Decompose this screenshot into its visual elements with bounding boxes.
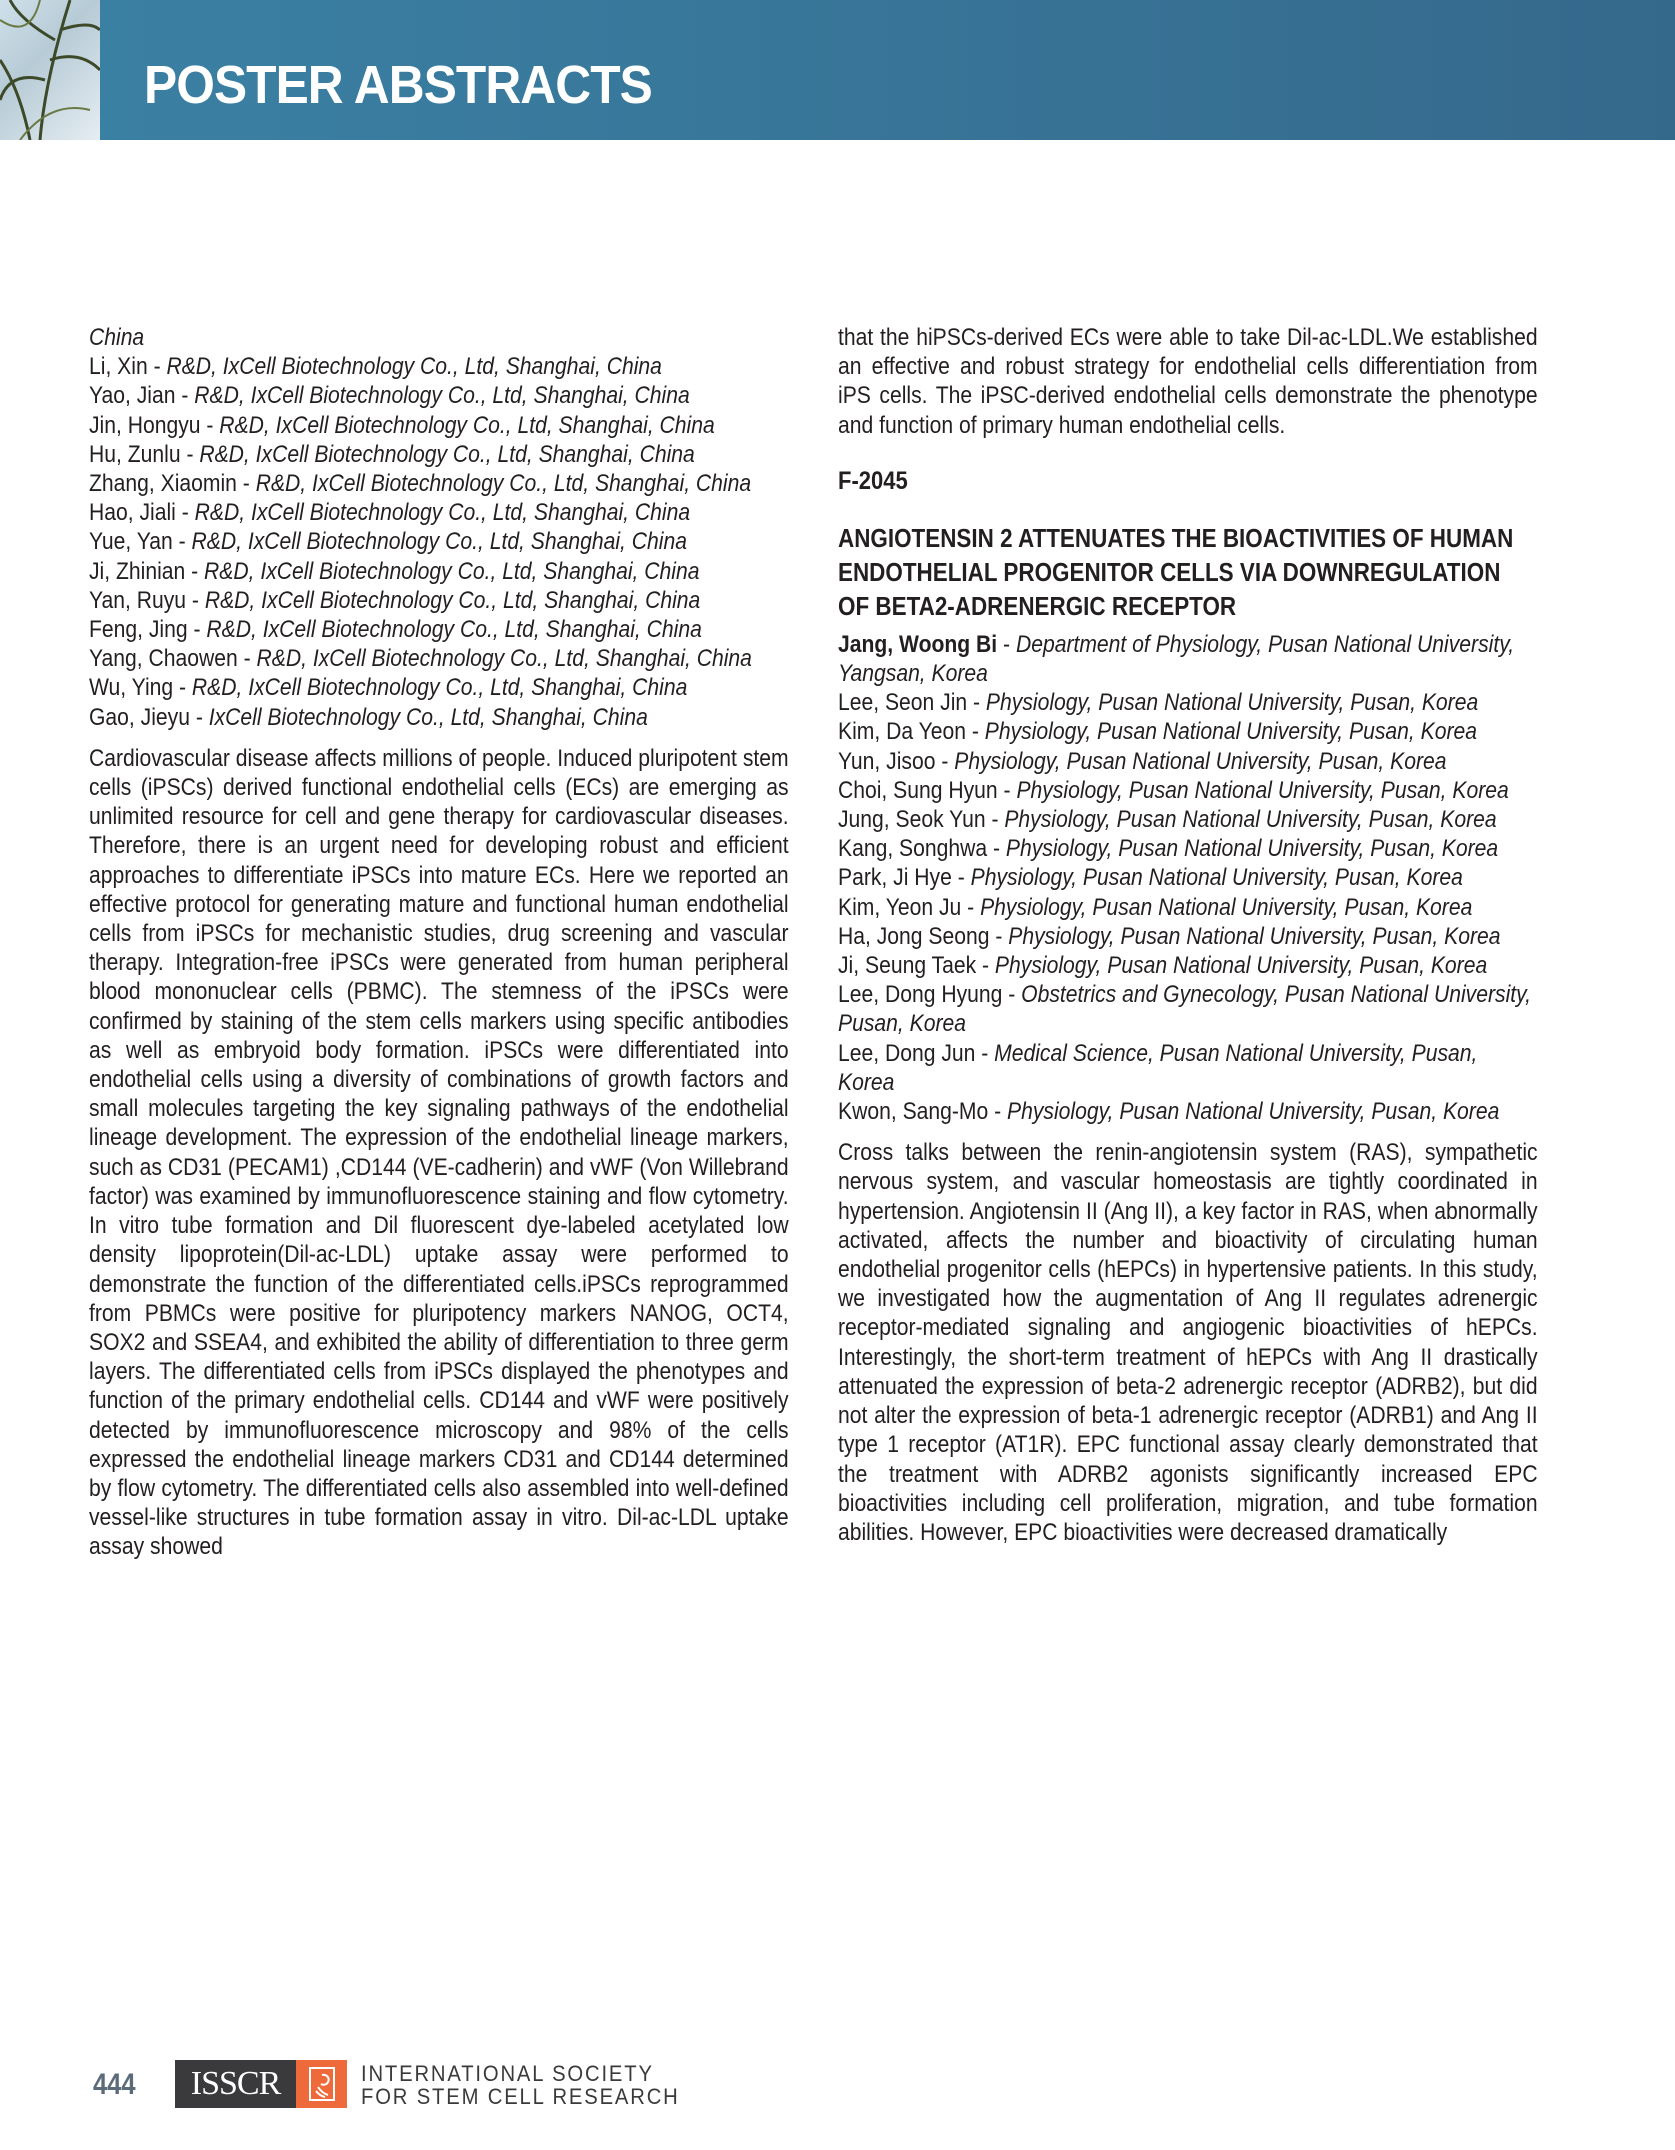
author-entry: Yang, Chaowen - R&D, IxCell Biotechnology Co., Ltd, Shanghai, China [89,645,752,673]
author-entry: Kim, Da Yeon - Physiology, Pusan National University, Pusan, Korea [838,718,1478,746]
author-name: Feng, Jing [89,616,188,644]
author-affiliation: R&D, IxCell Biotechnology Co., Ltd, Shanghai, China [255,470,752,498]
author-affiliation: Department of Physiology, Pusan National University, Yangsan, Korea [838,630,1515,688]
isscr-logo [175,2060,347,2108]
author-name: Yue, Yan [89,528,173,556]
author-affiliation: R&D, IxCell Biotechnology Co., Ltd, Shanghai, China [256,645,752,673]
author-entry: Jang, Woong Bi - Department of Physiology, Pusan National University, Yangsan, Korea [838,630,1515,688]
author-affiliation: Physiology, Pusan National University, Pusan, Korea [1007,1098,1500,1126]
author-name: Wu, Ying [89,674,174,702]
logo-emblem-icon [296,2060,347,2108]
author-name: Kang, Songhwa [838,835,988,863]
author-entry: Hu, Zunlu - R&D, IxCell Biotechnology Co., Ltd, Shanghai, China [89,440,695,468]
author-entry: Jung, Seok Yun - Physiology, Pusan National University, Pusan, Korea [838,806,1497,834]
logo-text: ISSCR [175,2060,296,2108]
author-entry: Ha, Jong Seong - Physiology, Pusan National University, Pusan, Korea [838,922,1501,950]
author-entry: Lee, Dong Jun - Medical Science, Pusan National University, Pusan, Korea [838,1039,1478,1096]
author-name: Zhang, Xiaomin [89,470,237,498]
author-affiliation: Physiology, Pusan National University, Pusan, Korea [1016,776,1509,804]
author-affiliation: R&D, IxCell Biotechnology Co., Ltd, Shanghai, China [199,440,695,468]
author-list [838,630,1538,1126]
author-name: Lee, Seon Jin [838,689,968,717]
author-entry: Hao, Jiali - R&D, IxCell Biotechnology Co., Ltd, Shanghai, China [89,499,691,527]
author-entry: Jin, Hongyu - R&D, IxCell Biotechnology Co., Ltd, Shanghai, China [89,411,715,439]
author-name: Kim, Da Yeon [838,718,966,746]
author-entry: Yue, Yan - R&D, IxCell Biotechnology Co., Ltd, Shanghai, China [89,528,687,556]
author-name: Kim, Yeon Ju [838,893,962,921]
society-name [361,2062,680,2108]
author-entry: Ji, Seung Taek - Physiology, Pusan National University, Pusan, Korea [838,952,1488,980]
author-name: Choi, Sung Hyun [838,776,998,804]
author-name: Jang, Woong Bi [838,630,998,658]
abstract-continuation: that the hiPSCs-derived ECs were able to take Dil-ac-LDL.We established an effective and robust strategy for endothelial cells differentiation from iPS cells. The iPSC-derived endothelial cells demonstrate the phenotype and function of primary human endothelial cells. [838,324,1538,439]
author-affiliation: Physiology, Pusan National University, Pusan, Korea [994,952,1488,980]
author-entry: Park, Ji Hye - Physiology, Pusan National University, Pusan, Korea [838,864,1463,892]
author-affiliation: Physiology, Pusan National University, Pusan, Korea [1004,806,1497,834]
left-column [89,323,789,1562]
author-name: Ha, Jong Seong [838,922,990,950]
author-entry: Zhang, Xiaomin - R&D, IxCell Biotechnology Co., Ltd, Shanghai, China [89,470,752,498]
author-affiliation: IxCell Biotechnology Co., Ltd, Shanghai, China [208,703,648,731]
author-affiliation: Physiology, Pusan National University, Pusan, Korea [985,689,1479,717]
author-affiliation: R&D, IxCell Biotechnology Co., Ltd, Shanghai, China [191,674,688,702]
author-affiliation: R&D, IxCell Biotechnology Co., Ltd, Shanghai, China [191,528,687,556]
right-column [838,323,1538,1547]
author-name: Park, Ji Hye [838,864,952,892]
author-affiliation: R&D, IxCell Biotechnology Co., Ltd, Shanghai, China [166,353,662,381]
author-name: Kwon, Sang-Mo [838,1098,989,1126]
abstract-text: Cardiovascular disease affects millions of people. Induced pluripotent stem cells (iPSCs) derived functional endothelial cells (ECs) are emerging as unlimited resource for cell and gene therapy for cardiovascular diseases. Therefore, there is an urgent need for developing robust and efficient approaches to differentiate iPSCs into mature ECs. Here we reported an effective protocol for generating mature and functional human endothelial cells from iPSCs for mechanistic studies, drug screening and vascular therapy. Integration-free iPSCs were generated from human peripheral blood mononuclear cells (PBMC). The stemness of the iPSCs were confirmed by staining of the stem cells markers using specific antibodies as well as embryoid body formation. iPSCs were differentiated into endothelial cells using a diversity of combinations of growth factors and small molecules targeting the key signaling pathways of the endothelial lineage development. The expression of the endothelial lineage markers, such as CD31 (PECAM1) ,CD144 (VE-cadherin) and vWF (Von Willebrand factor) was examined by immunofluorescence staining and flow cytometry. In vitro tube formation and Dil fluorescent dye-labeled acetylated low density lipoprotein(Dil-ac-LDL) uptake assay were performed to demonstrate the function of the differentiated cells.iPSCs reprogrammed from PBMCs were positive for pluripotency markers NANOG, OCT4, SOX2 and SSEA4, and exhibited the ability of differentiation to three germ layers. The differentiated cells from iPSCs displayed the phenotypes and function of the primary endothelial cells. CD144 and vWF were positively detected by immunofluorescence microscopy and 98% of the cells expressed the endothelial lineage markers CD31 and CD144 determined by flow cytometry. The differentiated cells also assembled into well-defined vessel-like structures in tube formation assay in vitro. Dil-ac-LDL uptake assay showed [89,744,789,1561]
abstract-code: F-2045 [838,466,908,495]
author-list [89,323,789,732]
author-affiliation: Physiology, Pusan National University, Pusan, Korea [980,893,1473,921]
author-name: Jin, Hongyu [89,411,201,439]
society-line-1: INTERNATIONAL SOCIETY [361,2061,654,2086]
author-affiliation: Physiology, Pusan National University, Pusan, Korea [1005,835,1499,863]
author-entry: Kim, Yeon Ju - Physiology, Pusan National University, Pusan, Korea [838,893,1473,921]
author-name: Yang, Chaowen [89,645,238,673]
author-entry: Yan, Ruyu - R&D, IxCell Biotechnology Co., Ltd, Shanghai, China [89,586,701,614]
author-name: Lee, Dong Jun [838,1039,976,1067]
society-line-2: FOR STEM CELL RESEARCH [361,2084,680,2109]
author-affiliation: R&D, IxCell Biotechnology Co., Ltd, Shanghai, China [194,382,690,410]
header-banner [100,0,1675,140]
abstract-title: ANGIOTENSIN 2 ATTENUATES THE BIOACTIVITIES OF HUMAN ENDOTHELIAL PROGENITOR CELLS VIA DOWNREGULATION OF BETA2-ADRENERGIC RECEPTOR [838,524,1514,621]
palm-tree-photo [0,0,100,140]
author-entry: Lee, Dong Hyung - Obstetrics and Gynecology, Pusan National University, Pusan, Korea [838,981,1531,1038]
author-entry: Gao, Jieyu - IxCell Biotechnology Co., Ltd, Shanghai, China [89,703,648,731]
author-affiliation: China [89,324,145,351]
author-entry: Feng, Jing - R&D, IxCell Biotechnology Co., Ltd, Shanghai, China [89,616,702,644]
author-entry: Yao, Jian - R&D, IxCell Biotechnology Co., Ltd, Shanghai, China [89,382,690,410]
author-affiliation: R&D, IxCell Biotechnology Co., Ltd, Shanghai, China [204,586,701,614]
author-name: Jung, Seok Yun [838,806,986,834]
section-title: POSTER ABSTRACTS [144,55,652,115]
author-name: Ji, Zhinian [89,557,186,585]
author-entry: Kang, Songhwa - Physiology, Pusan National University, Pusan, Korea [838,835,1499,863]
author-affiliation: Obstetrics and Gynecology, Pusan National University, Pusan, Korea [838,981,1531,1038]
author-entry: Choi, Sung Hyun - Physiology, Pusan National University, Pusan, Korea [838,776,1509,804]
author-affiliation: R&D, IxCell Biotechnology Co., Ltd, Shanghai, China [204,557,700,585]
author-name: Yun, Jisoo [838,747,936,775]
author-name: Yao, Jian [89,382,176,410]
author-affiliation: R&D, IxCell Biotechnology Co., Ltd, Shanghai, China [194,499,691,527]
author-name: Li, Xin [89,353,148,381]
author-affiliation: Physiology, Pusan National University, Pusan, Korea [970,864,1463,892]
abstract-text: Cross talks between the renin-angiotensin system (RAS), sympathetic nervous system, and vascular homeostasis are tightly coordinated in hypertension. Angiotensin II (Ang II), a key factor in RAS, when abnormally activated, affects the number and bioactivity of circulating human endothelial progenitor cells (hEPCs) in hypertensive patients. In this study, we investigated how the augmentation of Ang II regulates adrenergic receptor-mediated signaling and angiogenic bioactivities of hEPCs. Interestingly, the short-term treatment of hEPCs with Ang II drastically attenuated the expression of beta-2 adrenergic receptor (ADRB2), but did not alter the expression of beta-1 adrenergic receptor (ADRB1) and Ang II type 1 receptor (AT1R). EPC functional assay clearly demonstrated that the treatment with ADRB2 agonists significantly increased EPC bioactivities including cell proliferation, migration, and tube formation abilities. However, EPC bioactivities were decreased dramatically [838,1139,1538,1546]
author-entry: Li, Xin - R&D, IxCell Biotechnology Co., Ltd, Shanghai, China [89,353,662,381]
author-affiliation: Physiology, Pusan National University, Pusan, Korea [954,747,1447,775]
author-name: Lee, Dong Hyung [838,981,1003,1009]
author-affiliation: R&D, IxCell Biotechnology Co., Ltd, Shanghai, China [219,411,715,439]
author-name: Ji, Seung Taek [838,952,977,980]
author-name: Gao, Jieyu [89,703,190,731]
author-entry: Ji, Zhinian - R&D, IxCell Biotechnology Co., Ltd, Shanghai, China [89,557,700,585]
author-affiliation: Physiology, Pusan National University, Pusan, Korea [984,718,1478,746]
author-entry [89,323,789,352]
author-entry: Yun, Jisoo - Physiology, Pusan National University, Pusan, Korea [838,747,1447,775]
author-affiliation: R&D, IxCell Biotechnology Co., Ltd, Shanghai, China [206,616,702,644]
author-name: Hu, Zunlu [89,440,181,468]
author-affiliation: Physiology, Pusan National University, Pusan, Korea [1008,922,1501,950]
author-name: Hao, Jiali [89,499,176,527]
author-entry: Wu, Ying - R&D, IxCell Biotechnology Co., Ltd, Shanghai, China [89,674,688,702]
author-affiliation: Medical Science, Pusan National University, Pusan, Korea [838,1039,1478,1096]
page-number: 444 [93,2068,136,2101]
author-entry: Kwon, Sang-Mo - Physiology, Pusan National University, Pusan, Korea [838,1098,1500,1126]
author-name: Yan, Ruyu [89,586,187,614]
author-entry: Lee, Seon Jin - Physiology, Pusan National University, Pusan, Korea [838,689,1479,717]
